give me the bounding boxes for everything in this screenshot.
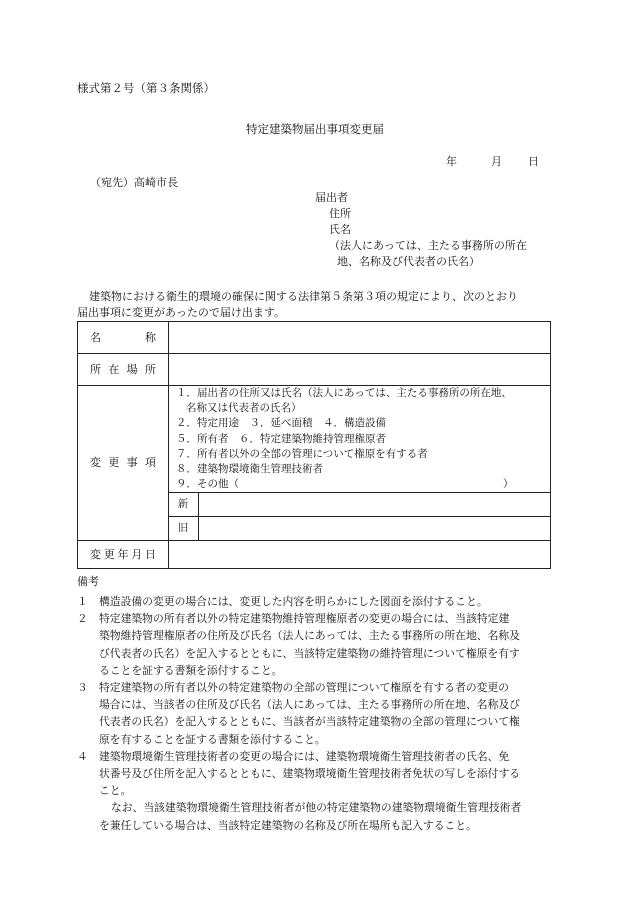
applicant-note-line1: （法人にあっては、主たる事務所の所在: [329, 239, 527, 252]
location-label: 所 在 場 所: [90, 363, 156, 376]
change-item-1-cont: 名称又は代表者の氏名）: [186, 402, 302, 415]
remark-item: ４ 建築物環境衛生管理技術者の変更の場合には、建築物環境衛生管理技術者の氏名、免 状番号及び住所を記入するとともに、建築物環境衛生管理技術者免状の写しを添付する こと。: [77, 749, 521, 798]
intro-line2: 届出事項に変更があったので届け出ます。: [77, 306, 286, 319]
change-items-label: 変 更 事 項: [90, 456, 156, 469]
change-item-7: ７．所有者以外の全部の管理について権原を有する者: [176, 447, 428, 460]
remarks-title: 備考: [77, 575, 99, 588]
form-number: 様式第２号（第３条関係）: [77, 81, 215, 95]
change-date-label: 変 更 年 月 日: [90, 548, 156, 561]
change-item-2-4: ２．特定用途 ３．延べ面積 ４．構造設備: [176, 417, 386, 430]
applicant-address-label: 住所: [329, 207, 351, 220]
applicant-name-label: 氏名: [329, 223, 351, 236]
change-items-list: [176, 386, 514, 492]
change-item-9: ９．その他（ ）: [176, 478, 514, 491]
remark-item: ２ 特定建築物の所有者以外の特定建築物維持管理権原者の変更の場合には、当該特定建 築物維持管理権原者の住所及び氏名（法人にあっては、主たる事務所の所在地、名称及 び代表者の氏名）を記入するとともに、当該特定建築物の維持管理について権原を有す ることを証する書類を添付すること。: [77, 612, 520, 677]
day-label: 日: [528, 155, 539, 168]
month-label: 月: [491, 155, 502, 168]
remark-note: なお、当該建築物環境衛生管理技術者が他の特定建築物の建築物環境衛生管理技術者 を兼任している場合は、当該特定建築物の名称及び所在場所も記入すること。: [99, 801, 522, 832]
change-item-1: １．届出者の住所又は氏名（法人にあっては、主たる事務所の所在地、: [176, 387, 512, 399]
intro-line1: 建築物における衛生的環境の確保に関する法律第５条第３項の規定により、次のとおり: [89, 290, 518, 303]
old-label: 旧: [177, 522, 189, 534]
applicant-label: 届出者: [315, 191, 348, 204]
addressee: （宛先）高崎市長: [90, 176, 178, 189]
name-label: 名 称: [90, 331, 156, 344]
applicant-block: [315, 190, 527, 270]
remark-item: １ 構造設備の変更の場合には、変更した内容を明らかにした図面を添付すること。: [77, 595, 488, 608]
applicant-note-line2: 地、名称及び代表者の氏名）: [337, 255, 480, 268]
document-title: 特定建築物届出事項変更届: [246, 122, 384, 136]
new-label: 新: [177, 498, 189, 510]
year-label: 年: [446, 155, 457, 168]
change-item-5-6: ５．所有者 ６．特定建築物維持管理権原者: [176, 432, 386, 445]
change-item-8: ８．建築物環境衛生管理技術者: [176, 463, 323, 476]
change-table: [77, 321, 551, 569]
remarks-list: [77, 593, 557, 834]
intro-paragraph: [77, 289, 559, 321]
remark-item: ３ 特定建築物の所有者以外の特定建築物の全部の管理について権原を有する者の変更の 場合には、当該者の住所及び氏名（法人にあっては、主たる事務所の所在地、名称及び 代表者の氏名）を記入するとともに、当該者が当該特定建築物の全部の管理について権 原を有することを証する書類を添付すること。: [77, 681, 520, 746]
date-line: [446, 154, 539, 170]
